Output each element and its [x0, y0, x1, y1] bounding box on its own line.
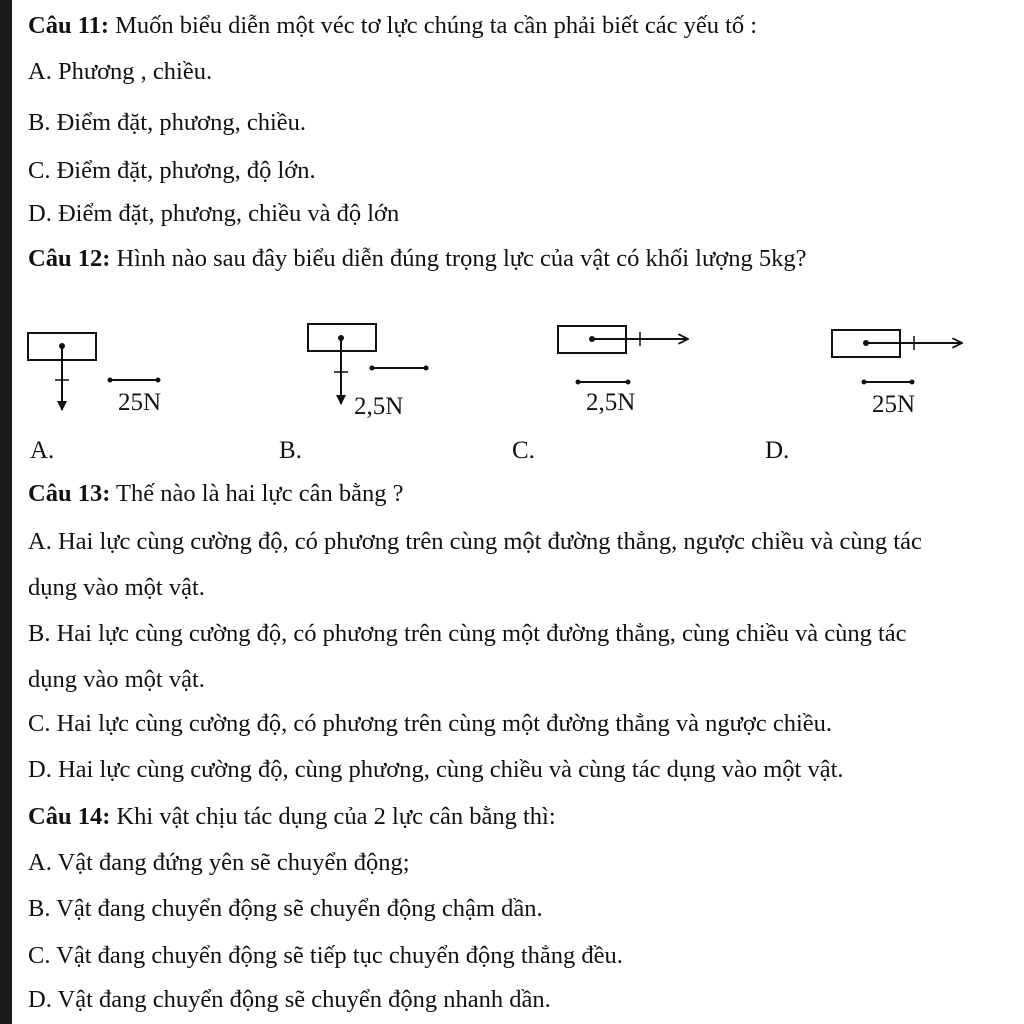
figure-c	[512, 326, 688, 464]
figure-a	[28, 333, 161, 464]
q13-option-b-line-2: dụng vào một vật.	[28, 666, 205, 693]
question-13	[28, 482, 403, 507]
scale-end	[156, 378, 161, 383]
scale-end	[370, 366, 375, 371]
question-11-label: Câu 11:	[28, 12, 110, 39]
scale-end	[424, 366, 429, 371]
question-13-text: Thế nào là hai lực cân bằng ?	[110, 480, 404, 507]
figure-label-b: B.	[279, 437, 302, 464]
q13-option-d: D. Hai lực cùng cường độ, cùng phương, cùng chiều và cùng tác dụng vào một vật.	[28, 756, 844, 783]
scale-label-d: 25N	[872, 391, 916, 418]
question-11-text: Muốn biểu diễn một véc tơ lực chúng ta cần phải biết các yếu tố :	[109, 12, 758, 39]
force-diagrams	[0, 0, 1024, 470]
scale-end	[910, 380, 915, 385]
figure-d	[765, 330, 962, 464]
q14-option-a: A. Vật đang đứng yên sẽ chuyển động;	[28, 849, 410, 876]
figure-b	[279, 324, 429, 464]
question-12-text: Hình nào sau đây biểu diễn đúng trọng lực của vật có khối lượng 5kg?	[110, 245, 807, 272]
scale-end	[576, 380, 581, 385]
q14-option-d: D. Vật đang chuyển động sẽ chuyển động nhanh dần.	[28, 986, 551, 1013]
q13-option-a-line-2: dụng vào một vật.	[28, 574, 205, 601]
scale-label-a: 25N	[118, 389, 162, 416]
q11-option-d: D. Điểm đặt, phương, chiều và độ lớn	[28, 200, 400, 227]
figure-label-c: C.	[512, 437, 535, 464]
scale-end	[862, 380, 867, 385]
question-14-text: Khi vật chịu tác dụng của 2 lực cân bằng thì:	[110, 803, 556, 830]
question-14-label: Câu 14:	[28, 803, 111, 830]
scale-end	[626, 380, 631, 385]
q14-option-b: B. Vật đang chuyển động sẽ chuyển động chậm dần.	[28, 895, 543, 922]
q11-option-b: B. Điểm đặt, phương, chiều.	[28, 109, 306, 136]
scale-label-c: 2,5N	[586, 389, 636, 416]
q13-option-a-line-1: A. Hai lực cùng cường độ, có phương trên cùng một đường thẳng, ngược chiều và cùng tác	[28, 528, 922, 555]
question-13-label: Câu 13:	[28, 480, 111, 507]
q11-option-a: A. Phương , chiều.	[28, 58, 213, 85]
q14-option-c: C. Vật đang chuyển động sẽ tiếp tục chuyển động thẳng đều.	[28, 942, 623, 969]
figure-label-d: D.	[765, 437, 790, 464]
q11-option-c: C. Điểm đặt, phương, độ lớn.	[28, 157, 316, 184]
question-14	[28, 805, 556, 830]
scale-label-b: 2,5N	[354, 393, 404, 420]
q13-option-c: C. Hai lực cùng cường độ, có phương trên cùng một đường thẳng và ngược chiều.	[28, 710, 833, 737]
question-12-label: Câu 12:	[28, 245, 111, 272]
scale-end	[108, 378, 113, 383]
q13-option-b-line-1: B. Hai lực cùng cường độ, có phương trên cùng một đường thẳng, cùng chiều và cùng tác	[28, 620, 907, 647]
figure-label-a: A.	[30, 437, 55, 464]
